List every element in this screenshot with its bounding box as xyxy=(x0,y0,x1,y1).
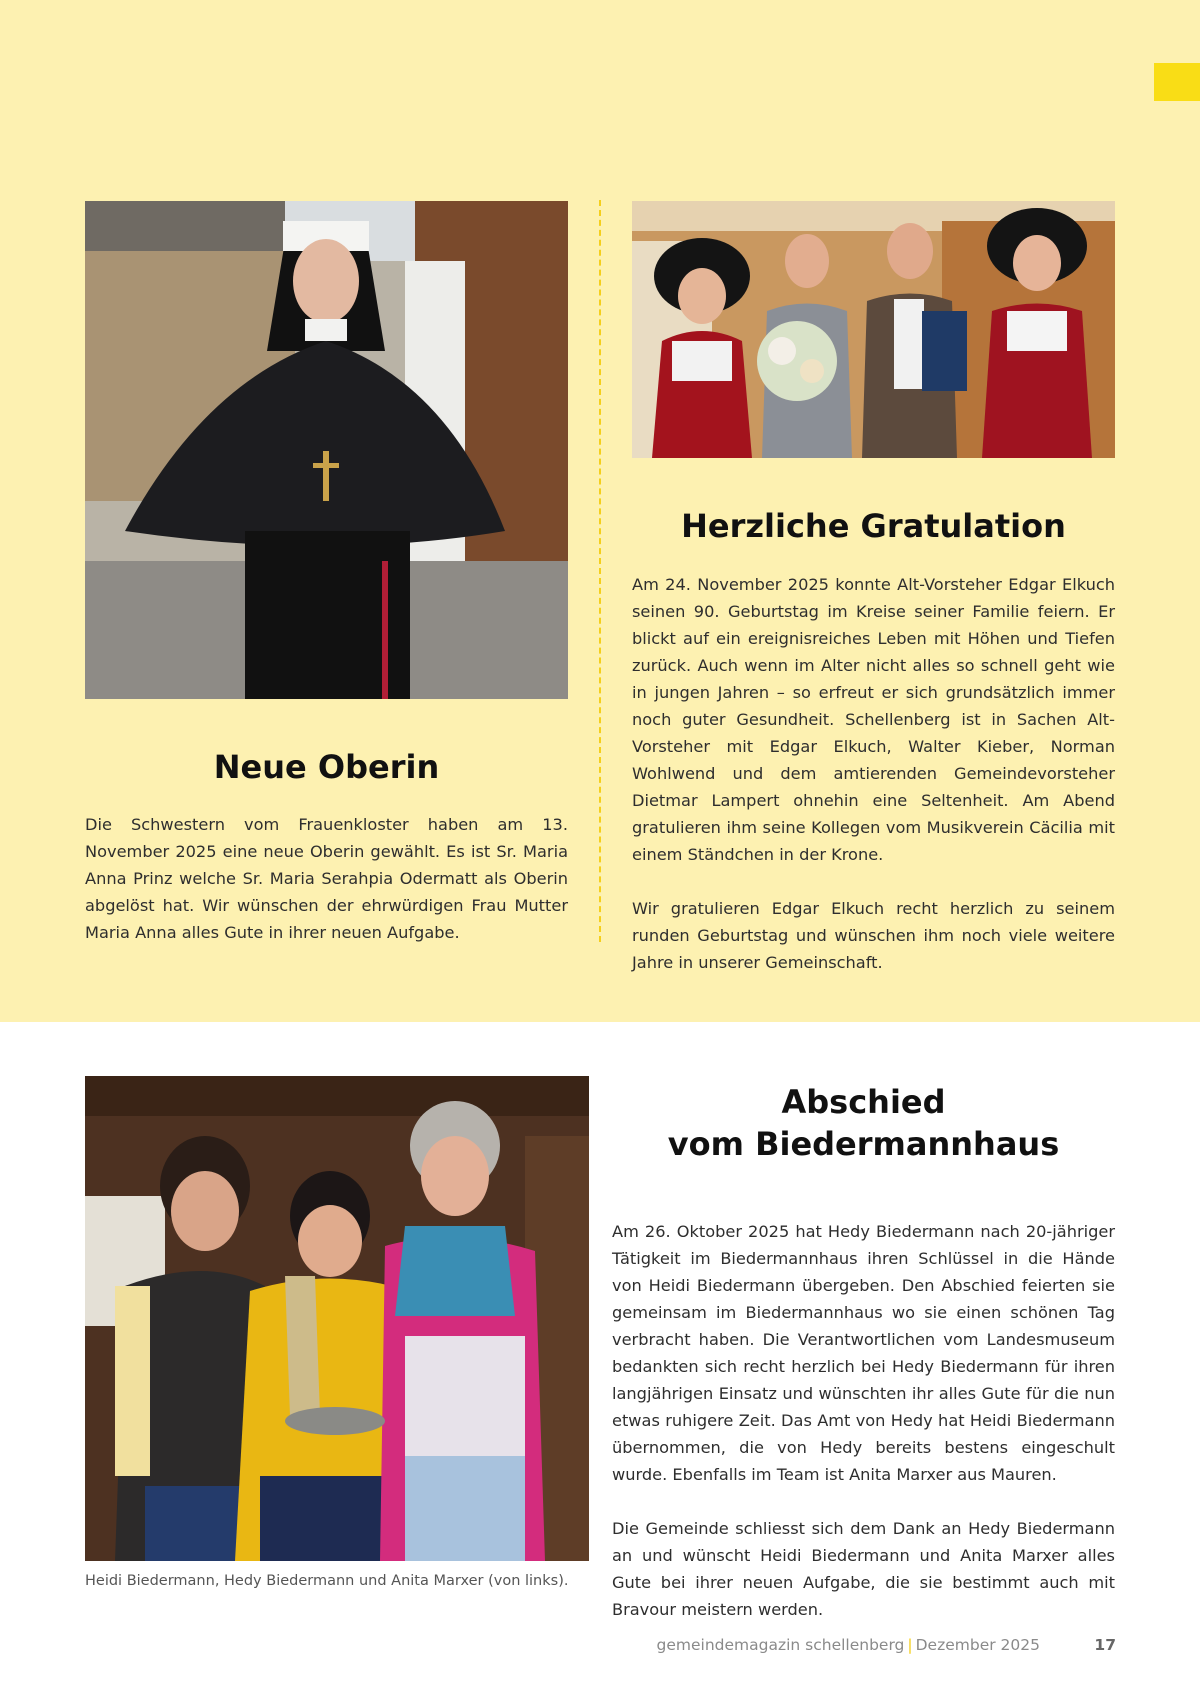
footer-issue: Dezember 2025 xyxy=(915,1636,1040,1654)
gratulation-text xyxy=(632,571,1115,976)
oberin-paragraph: Die Schwestern vom Frauenkloster haben am 13. November 2025 eine neue Oberin gewählt. Es ist Sr. Maria Anna Prinz welche Sr. Maria Serahpia Odermatt als Oberin abgelöst hat. Wir wünschen der ehrwürdigen Frau Mutter Maria Anna alles Gute in ihrer neuen Aufgabe. xyxy=(85,815,568,942)
abschied-paragraph-2: Die Gemeinde schliesst sich dem Dank an Hedy Biedermann an und wünscht Heidi Biedermann und Anita Marxer alles Gute bei ihrer neuen Aufgabe, die sie bestimmt auch mit Bravour meistern werden. xyxy=(612,1519,1115,1619)
footer-magazine-name: gemeindemagazin schellenberg xyxy=(656,1636,905,1654)
gratulation-photo xyxy=(632,201,1115,458)
abschied-text xyxy=(612,1218,1115,1623)
abschied-title-line-1: Abschied xyxy=(781,1083,946,1121)
abschied-paragraph-1: Am 26. Oktober 2025 hat Hedy Biedermann nach 20-jähriger Tätigkeit im Biedermannhaus ihren Schlüssel in die Hände von Heidi Biedermann übergeben. Den Abschied feierten sie gemeinsam im Biedermannhaus wo sie einen schönen Tag verbracht haben. Die Verantwortlichen vom Landesmuseum bedankten sich recht herzlich bei Hedy Biedermann für ihren langjährigen Einsatz und wünschten ihr alles Gute für die nun etwas ruhigere Zeit. Das Amt von Hedy hat Heidi Biedermann übernommen, die von Hedy bereits bestens eingeschult wurde. Ebenfalls im Team ist Anita Marxer aus Mauren. xyxy=(612,1222,1115,1484)
oberin-title: Neue Oberin xyxy=(213,748,440,786)
corner-tab xyxy=(1154,63,1200,101)
abschied-photo xyxy=(85,1076,589,1561)
column-divider xyxy=(599,200,601,942)
abschied-photo-caption: Heidi Biedermann, Hedy Biedermann und Anita Marxer (von links). xyxy=(85,1573,569,1589)
gratulation-paragraph-1: Am 24. November 2025 konnte Alt-Vorsteher Edgar Elkuch seinen 90. Geburtstag im Kreise seiner Familie feiern. Er blickt auf ein ereignisreiches Leben mit Höhen und Tiefen zurück. Auch wenn im Alter nicht alles so schnell geht wie in jungen Jahren – so erfreut er sich grundsätzlich immer noch guter Gesundheit. Schellenberg ist in Sachen Alt-Vorsteher mit Edgar Elkuch, Walter Kieber, Norman Wohlwend und dem amtierenden Gemeindevorsteher Dietmar Lampert ohnehin eine Seltenheit. Am Abend gratulieren ihm seine Kollegen vom Musikverein Cäcilia mit einem Ständchen in der Krone. xyxy=(632,575,1115,864)
gratulation-title: Herzliche Gratulation xyxy=(681,507,1066,545)
oberin-photo xyxy=(85,201,568,699)
page-footer xyxy=(600,1636,1040,1654)
oberin-text xyxy=(85,811,568,946)
abschied-title xyxy=(612,1081,1115,1165)
footer-separator: | xyxy=(907,1636,913,1654)
gratulation-paragraph-2: Wir gratulieren Edgar Elkuch recht herzlich zu seinem runden Geburtstag und wünschen ihm noch viele weitere Jahre in unserer Gemeinschaft. xyxy=(632,899,1115,972)
page-number: 17 xyxy=(1094,1636,1116,1654)
abschied-title-line-2: vom Biedermannhaus xyxy=(667,1125,1060,1163)
